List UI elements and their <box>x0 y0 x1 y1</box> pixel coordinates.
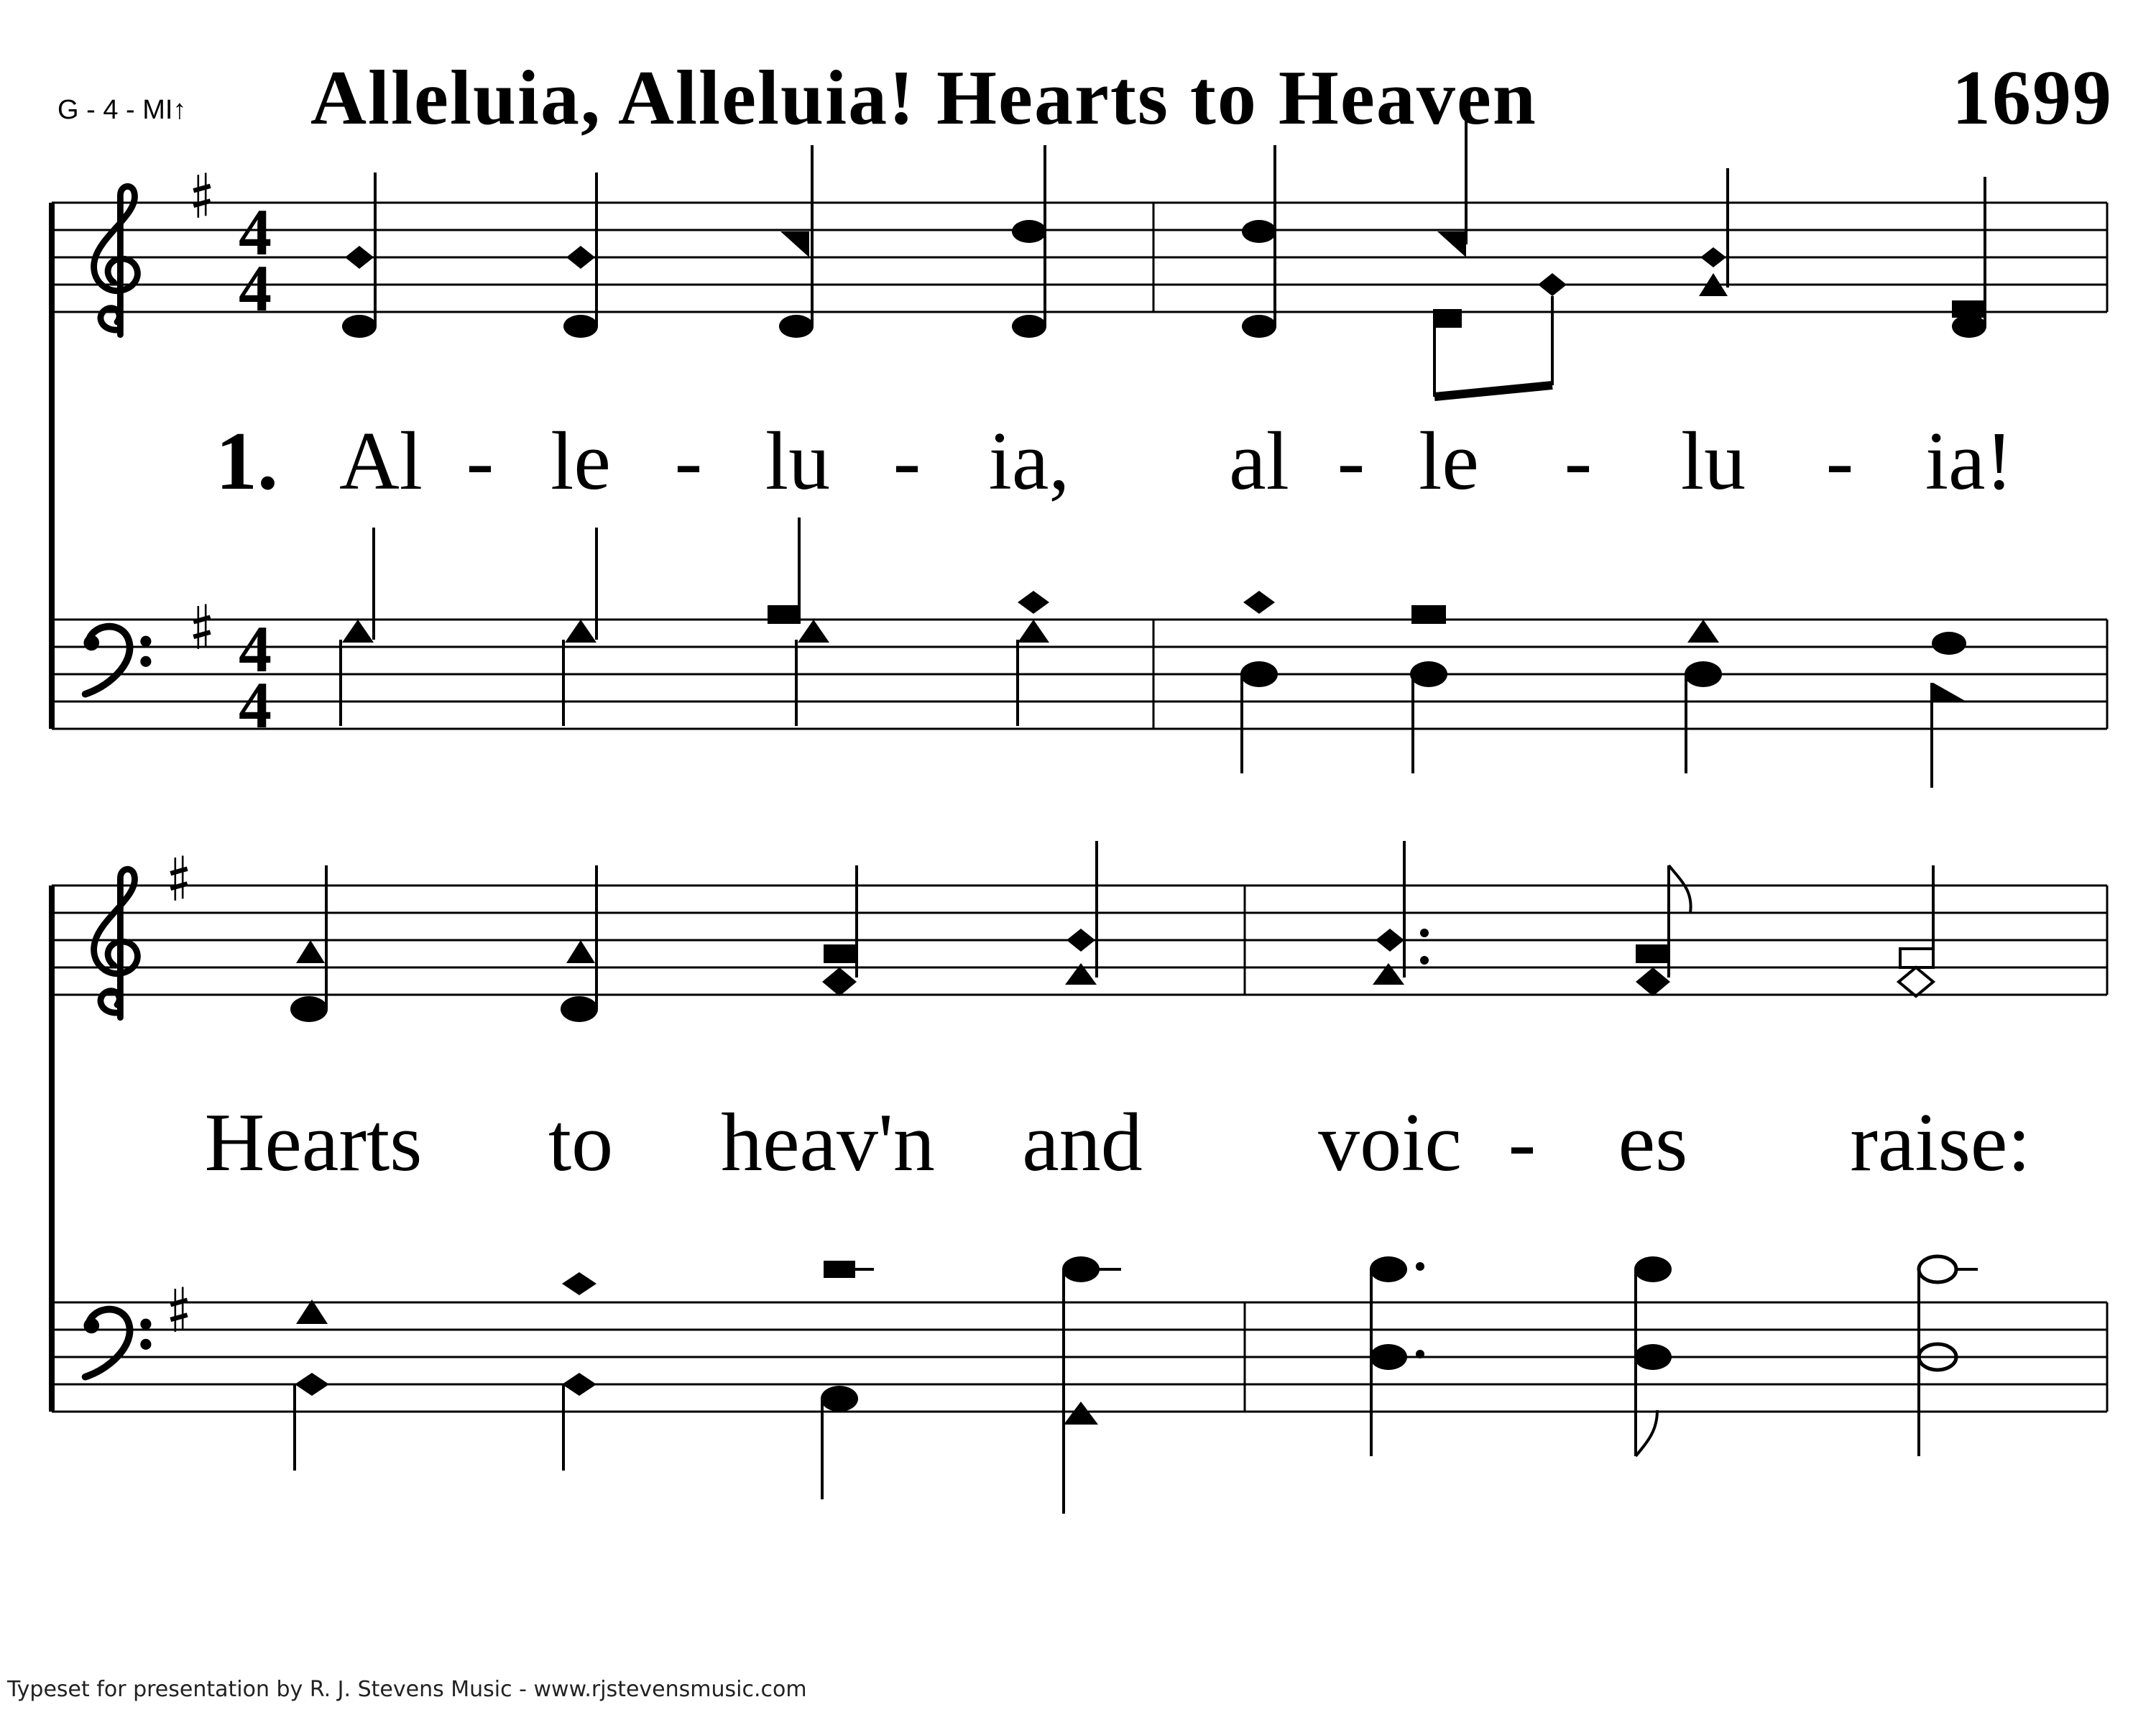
time-signature-bottom: 4 <box>239 252 272 325</box>
lyric-hyphen: - <box>1508 1097 1537 1189</box>
note <box>1433 112 1567 397</box>
sharp-icon <box>193 173 210 218</box>
hymn-title: Alleluia, Alleluia! Hearts to Heaven <box>310 55 1537 141</box>
treble-staff-2 <box>52 841 2107 1022</box>
lyric-syllable: le <box>1419 415 1479 507</box>
bass-clef-icon <box>83 1310 151 1377</box>
lyric-hyphen: - <box>1825 415 1854 507</box>
lyrics-line-1 <box>216 415 2013 507</box>
verse-number: 1. <box>216 415 278 507</box>
note <box>821 1261 874 1499</box>
lyric-syllable: Al <box>339 415 423 507</box>
time-signature-top: 4 <box>239 196 272 269</box>
bass-clef-icon <box>83 627 151 694</box>
lyric-syllable: ia, <box>988 415 1070 507</box>
note <box>341 528 374 726</box>
note <box>1634 1256 1672 1456</box>
sharp-icon <box>170 856 187 901</box>
lyric-syllable: es <box>1618 1097 1688 1189</box>
note <box>1410 605 1447 773</box>
footer-credit: Typeset for presentation by R. J. Stevens Music - www.rjstevensmusic.com <box>7 1677 807 1702</box>
note <box>290 865 328 1022</box>
lyric-hyphen: - <box>1337 415 1365 507</box>
lyric-hyphen: - <box>466 415 494 507</box>
note <box>768 518 829 726</box>
note <box>779 145 814 338</box>
note <box>1012 145 1046 338</box>
lyric-syllable: al <box>1229 415 1289 507</box>
lyric-syllable: lu <box>765 415 831 507</box>
treble-staff-1 <box>52 112 2107 397</box>
lyric-syllable: and <box>1022 1097 1143 1189</box>
lyric-syllable: ia! <box>1925 415 2014 507</box>
note <box>1240 591 1278 773</box>
note <box>1685 620 1722 773</box>
lyric-syllable: heav'n <box>721 1097 935 1189</box>
key-info: G - 4 - MI↑ <box>57 95 187 125</box>
time-signature-top: 4 <box>239 612 272 686</box>
lyric-hyphen: - <box>893 415 921 507</box>
lyric-syllable: to <box>548 1097 614 1189</box>
time-signature-bottom: 4 <box>239 668 272 742</box>
sharp-icon <box>193 604 210 649</box>
lyric-syllable: Hearts <box>204 1097 423 1189</box>
lyric-syllable: le <box>550 415 611 507</box>
system-2 <box>52 841 2107 1514</box>
lyric-syllable: raise: <box>1850 1097 2031 1189</box>
hymn-number: 1699 <box>1952 55 2113 141</box>
note <box>561 865 598 1022</box>
note <box>295 1300 329 1471</box>
note <box>1242 145 1276 338</box>
bass-staff-2 <box>52 1256 2107 1514</box>
lyric-syllable: voic <box>1318 1097 1462 1189</box>
sharp-icon <box>170 1287 187 1332</box>
lyrics-line-2 <box>205 1097 2031 1189</box>
note <box>1932 632 1966 788</box>
note <box>1699 168 1728 296</box>
lyric-syllable: lu <box>1680 415 1746 507</box>
lyric-hyphen: - <box>674 415 703 507</box>
note <box>563 528 596 726</box>
system-1 <box>52 112 2107 788</box>
bass-staff-1 <box>52 518 2107 788</box>
note <box>1018 591 1049 726</box>
lyric-hyphen: - <box>1564 415 1593 507</box>
